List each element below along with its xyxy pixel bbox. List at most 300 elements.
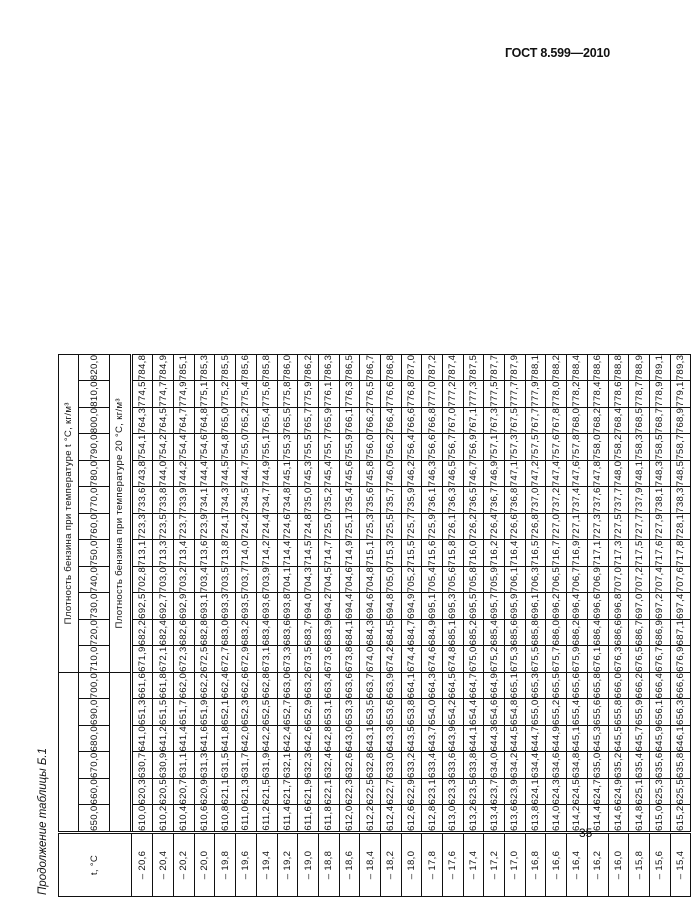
density-cell: 765,9 — [318, 407, 339, 434]
density-cell: 787,5 — [463, 354, 484, 381]
density-cell: 651,5 — [153, 699, 174, 726]
density-cell: 788,1 — [525, 354, 546, 381]
density-cell: 621,5 — [256, 778, 277, 805]
density-cell: 754,1 — [131, 434, 153, 461]
temperature-cell: – 17,8 — [422, 833, 443, 897]
density-cell: 613,2 — [463, 805, 484, 833]
density-cell: 754,6 — [194, 434, 215, 461]
density-cell: 672,5 — [194, 646, 215, 673]
density-cell: 641,6 — [194, 725, 215, 752]
table-row — [525, 354, 546, 896]
density-cell: 663,0 — [277, 672, 298, 699]
density-cell: 621,7 — [277, 778, 298, 805]
density-cell: 754,4 — [174, 434, 195, 461]
density-cell: 695,7 — [484, 593, 505, 620]
density-cell: 758,2 — [608, 434, 629, 461]
density-cell: 715,3 — [380, 540, 401, 567]
density-cell: 683,7 — [298, 619, 319, 646]
density-cell: 706,9 — [587, 566, 608, 593]
density-column-header: 660,0 — [79, 778, 110, 805]
density-cell: 757,6 — [546, 434, 567, 461]
density-cell: 728,1 — [670, 513, 691, 540]
density-cell: 686,9 — [649, 619, 670, 646]
density-cell: 632,4 — [318, 752, 339, 779]
density-cell: 694,9 — [401, 593, 422, 620]
density-cell: 775,9 — [298, 381, 319, 408]
density-cell: 684,7 — [401, 619, 422, 646]
density-cell: 714,2 — [256, 540, 277, 567]
density-cell: 744,0 — [153, 460, 174, 487]
density-cell: 726,4 — [484, 513, 505, 540]
density-cell: 714,5 — [298, 540, 319, 567]
density-cell: 656,1 — [649, 699, 670, 726]
density-cell: 747,4 — [546, 460, 567, 487]
density-cell: 683,2 — [236, 619, 257, 646]
density-cell: 674,8 — [443, 646, 464, 673]
table-row — [463, 354, 484, 896]
temperature-cell: – 18,8 — [318, 833, 339, 897]
density-cell: 625,3 — [649, 778, 670, 805]
density-cell: 745,6 — [339, 460, 360, 487]
density-cell: 715,6 — [422, 540, 443, 567]
density-cell: 673,6 — [318, 646, 339, 673]
table-row — [153, 354, 174, 896]
density-cell: 768,9 — [670, 407, 691, 434]
density-cell: 765,5 — [277, 407, 298, 434]
density-cell: 674,0 — [360, 646, 381, 673]
density-cell: 744,2 — [174, 460, 195, 487]
density-cell: 624,5 — [567, 778, 588, 805]
density-cell: 755,5 — [298, 434, 319, 461]
density-cell: 713,4 — [174, 540, 195, 567]
density-cell: 653,5 — [360, 699, 381, 726]
density-cell: 673,3 — [277, 646, 298, 673]
density-cell: 714,4 — [277, 540, 298, 567]
density-cell: 768,4 — [608, 407, 629, 434]
density-cell: 778,0 — [546, 381, 567, 408]
density-cell: 641,2 — [153, 725, 174, 752]
density-column-header: 700,0 — [79, 672, 110, 699]
density-cell: 747,1 — [505, 460, 526, 487]
density-cell: 776,8 — [401, 381, 422, 408]
density-cell: 746,3 — [422, 460, 443, 487]
density-cell: 736,8 — [505, 487, 526, 514]
density-cell: 682,8 — [194, 619, 215, 646]
density-cell: 663,2 — [298, 672, 319, 699]
density-cell: 727,7 — [629, 513, 650, 540]
density-cell: 737,2 — [546, 487, 567, 514]
density-column-header: 780,0 — [79, 460, 110, 487]
sub-header-density-at-20: Плотность бензина при температуре 20 °C, кг/м³ — [110, 354, 132, 672]
density-cell: 666,0 — [608, 672, 629, 699]
density-cell: 725,9 — [422, 513, 443, 540]
density-column-header: 680,0 — [79, 725, 110, 752]
density-cell: 610,4 — [174, 805, 195, 833]
density-cell: 666,2 — [629, 672, 650, 699]
temperature-cell: – 16,8 — [525, 833, 546, 897]
density-table — [58, 354, 691, 897]
density-cell: 785,6 — [236, 354, 257, 381]
temperature-cell: – 16,0 — [608, 833, 629, 897]
density-cell: 786,3 — [318, 354, 339, 381]
density-cell: 653,1 — [318, 699, 339, 726]
density-cell: 775,6 — [256, 381, 277, 408]
density-cell: 610,0 — [131, 805, 153, 833]
density-cell: 631,3 — [194, 752, 215, 779]
density-cell: 767,0 — [443, 407, 464, 434]
density-cell: 687,1 — [670, 619, 691, 646]
table-caption: Продолжение таблицы Б.1 — [37, 748, 49, 895]
density-cell: 676,3 — [608, 646, 629, 673]
density-cell: 671,9 — [131, 646, 153, 673]
density-cell: 734,8 — [277, 487, 298, 514]
density-cell: 665,1 — [505, 672, 526, 699]
density-cell: 746,9 — [484, 460, 505, 487]
density-cell: 686,2 — [567, 619, 588, 646]
density-cell: 663,4 — [318, 672, 339, 699]
density-cell: 705,6 — [443, 566, 464, 593]
density-cell: 675,0 — [463, 646, 484, 673]
density-cell: 714,0 — [236, 540, 257, 567]
density-cell: 746,2 — [401, 460, 422, 487]
density-cell: 675,3 — [505, 646, 526, 673]
density-cell: 652,5 — [256, 699, 277, 726]
density-cell: 744,5 — [215, 460, 236, 487]
density-cell: 758,0 — [587, 434, 608, 461]
density-cell: 764,3 — [131, 407, 153, 434]
density-cell: 775,4 — [236, 381, 257, 408]
density-cell: 725,0 — [318, 513, 339, 540]
density-cell: 693,6 — [256, 593, 277, 620]
density-cell: 642,6 — [298, 725, 319, 752]
density-cell: 784,8 — [131, 354, 153, 381]
density-cell: 651,9 — [194, 699, 215, 726]
density-cell: 748,0 — [608, 460, 629, 487]
temperature-cell: – 19,8 — [215, 833, 236, 897]
density-cell: 775,8 — [277, 381, 298, 408]
density-cell: 612,2 — [360, 805, 381, 833]
density-cell: 621,3 — [236, 778, 257, 805]
density-cell: 696,6 — [587, 593, 608, 620]
density-cell: 777,7 — [505, 381, 526, 408]
density-cell: 693,3 — [215, 593, 236, 620]
density-cell: 705,4 — [422, 566, 443, 593]
density-cell: 686,4 — [587, 619, 608, 646]
density-cell: 733,6 — [131, 487, 153, 514]
density-cell: 768,0 — [567, 407, 588, 434]
density-cell: 694,4 — [339, 593, 360, 620]
density-cell: 695,1 — [422, 593, 443, 620]
density-cell: 724,2 — [236, 513, 257, 540]
density-cell: 737,7 — [608, 487, 629, 514]
density-cell: 715,1 — [360, 540, 381, 567]
density-cell: 642,4 — [277, 725, 298, 752]
density-cell: 714,9 — [339, 540, 360, 567]
density-column-header: 690,0 — [79, 699, 110, 726]
density-cell: 747,6 — [567, 460, 588, 487]
density-cell: 645,5 — [608, 725, 629, 752]
density-cell: 697,2 — [649, 593, 670, 620]
density-cell: 776,1 — [318, 381, 339, 408]
density-cell: 654,4 — [463, 699, 484, 726]
density-cell: 723,5 — [153, 513, 174, 540]
density-cell: 787,9 — [505, 354, 526, 381]
density-cell: 624,3 — [546, 778, 567, 805]
density-column-header: 670,0 — [79, 752, 110, 779]
density-cell: 642,2 — [256, 725, 277, 752]
temperature-cell: – 17,6 — [443, 833, 464, 897]
density-cell: 704,8 — [360, 566, 381, 593]
density-cell: 776,3 — [339, 381, 360, 408]
density-cell: 715,8 — [443, 540, 464, 567]
density-cell: 685,2 — [463, 619, 484, 646]
density-cell: 631,7 — [236, 752, 257, 779]
density-cell: 734,3 — [215, 487, 236, 514]
density-cell: 755,9 — [339, 434, 360, 461]
density-cell: 736,7 — [484, 487, 505, 514]
density-cell: 746,0 — [380, 460, 401, 487]
density-cell: 765,2 — [236, 407, 257, 434]
density-cell: 661,8 — [153, 672, 174, 699]
density-cell: 664,3 — [422, 672, 443, 699]
density-cell: 620,5 — [153, 778, 174, 805]
table-row — [339, 354, 360, 896]
density-cell: 775,1 — [194, 381, 215, 408]
density-cell: 666,6 — [670, 672, 691, 699]
density-column-header: 770,0 — [79, 487, 110, 514]
density-cell: 696,1 — [525, 593, 546, 620]
density-cell: 704,6 — [339, 566, 360, 593]
table-row — [608, 354, 629, 896]
density-cell: 623,3 — [443, 778, 464, 805]
density-cell: 643,0 — [339, 725, 360, 752]
temperature-cell: – 20,4 — [153, 833, 174, 897]
density-cell: 755,3 — [277, 434, 298, 461]
density-cell: 662,0 — [174, 672, 195, 699]
density-column-header: 820,0 — [79, 354, 110, 381]
density-cell: 655,4 — [567, 699, 588, 726]
density-cell: 716,2 — [484, 540, 505, 567]
density-cell: 672,3 — [174, 646, 195, 673]
density-cell: 704,3 — [298, 566, 319, 593]
density-cell: 766,1 — [339, 407, 360, 434]
density-cell: 717,8 — [670, 540, 691, 567]
table-row — [443, 354, 464, 896]
density-cell: 703,2 — [174, 566, 195, 593]
density-cell: 786,0 — [277, 354, 298, 381]
table-row — [298, 354, 319, 896]
density-cell: 645,1 — [567, 725, 588, 752]
density-cell: 620,9 — [194, 778, 215, 805]
density-cell: 748,3 — [649, 460, 670, 487]
density-cell: 664,9 — [484, 672, 505, 699]
density-cell: 778,4 — [587, 381, 608, 408]
density-cell: 714,7 — [318, 540, 339, 567]
density-cell: 727,0 — [546, 513, 567, 540]
density-cell: 785,8 — [256, 354, 277, 381]
density-cell: 611,0 — [236, 805, 257, 833]
density-cell: 744,7 — [236, 460, 257, 487]
density-cell: 768,2 — [587, 407, 608, 434]
density-cell: 633,2 — [401, 752, 422, 779]
density-cell: 754,2 — [153, 434, 174, 461]
density-cell: 611,4 — [277, 805, 298, 833]
density-cell: 643,1 — [360, 725, 381, 752]
density-cell: 624,9 — [608, 778, 629, 805]
density-cell: 643,5 — [401, 725, 422, 752]
density-cell: 735,2 — [318, 487, 339, 514]
density-cell: 692,7 — [153, 593, 174, 620]
density-cell: 734,7 — [256, 487, 277, 514]
density-cell: 663,6 — [339, 672, 360, 699]
density-cell: 788,6 — [587, 354, 608, 381]
density-cell: 757,3 — [505, 434, 526, 461]
density-cell: 767,7 — [525, 407, 546, 434]
density-cell: 683,0 — [215, 619, 236, 646]
density-cell: 662,2 — [194, 672, 215, 699]
density-cell: 707,2 — [629, 566, 650, 593]
density-cell: 787,4 — [443, 354, 464, 381]
density-cell: 683,6 — [277, 619, 298, 646]
density-cell: 725,3 — [360, 513, 381, 540]
density-column-header: 740,0 — [79, 566, 110, 593]
density-cell: 693,5 — [236, 593, 257, 620]
density-cell: 724,4 — [256, 513, 277, 540]
density-cell: 631,5 — [215, 752, 236, 779]
table-row — [380, 354, 401, 896]
density-cell: 767,1 — [463, 407, 484, 434]
density-cell: 614,8 — [629, 805, 650, 833]
density-cell: 664,5 — [443, 672, 464, 699]
density-cell: 635,6 — [649, 752, 670, 779]
density-cell: 736,3 — [443, 487, 464, 514]
density-cell: 787,7 — [484, 354, 505, 381]
density-cell: 755,1 — [256, 434, 277, 461]
density-cell: 686,6 — [608, 619, 629, 646]
density-cell: 665,8 — [587, 672, 608, 699]
density-cell: 651,3 — [131, 699, 153, 726]
density-cell: 643,3 — [380, 725, 401, 752]
table-row — [649, 354, 670, 896]
density-cell: 662,6 — [236, 672, 257, 699]
density-cell: 623,7 — [484, 778, 505, 805]
density-cell: 725,5 — [380, 513, 401, 540]
density-cell: 641,0 — [131, 725, 153, 752]
density-cell: 767,8 — [546, 407, 567, 434]
density-cell: 651,7 — [174, 699, 195, 726]
density-cell: 685,6 — [505, 619, 526, 646]
density-cell: 654,6 — [484, 699, 505, 726]
density-column-header: 810,0 — [79, 381, 110, 408]
density-cell: 776,5 — [360, 381, 381, 408]
density-cell: 713,8 — [215, 540, 236, 567]
density-cell: 726,8 — [525, 513, 546, 540]
density-cell: 652,7 — [277, 699, 298, 726]
density-cell: 758,5 — [649, 434, 670, 461]
temperature-cell: – 18,0 — [401, 833, 422, 897]
density-cell: 785,3 — [194, 354, 215, 381]
density-cell: 631,1 — [174, 752, 195, 779]
density-cell: 777,3 — [463, 381, 484, 408]
density-cell: 736,5 — [463, 487, 484, 514]
density-cell: 641,8 — [215, 725, 236, 752]
density-cell: 703,7 — [236, 566, 257, 593]
density-cell: 623,1 — [422, 778, 443, 805]
density-cell: 625,1 — [629, 778, 650, 805]
density-cell: 744,4 — [194, 460, 215, 487]
density-cell: 787,2 — [422, 354, 443, 381]
density-cell: 695,5 — [463, 593, 484, 620]
density-cell: 633,6 — [443, 752, 464, 779]
density-cell: 737,6 — [587, 487, 608, 514]
density-cell: 775,2 — [215, 381, 236, 408]
density-cell: 613,8 — [525, 805, 546, 833]
density-cell: 777,2 — [443, 381, 464, 408]
density-cell: 716,9 — [567, 540, 588, 567]
density-cell: 666,4 — [649, 672, 670, 699]
density-column-header: 800,0 — [79, 407, 110, 434]
density-cell: 757,8 — [567, 434, 588, 461]
density-cell: 737,0 — [525, 487, 546, 514]
density-cell: 705,9 — [484, 566, 505, 593]
density-cell: 776,6 — [380, 381, 401, 408]
density-cell: 620,3 — [131, 778, 153, 805]
density-cell: 787,0 — [401, 354, 422, 381]
density-cell: 765,4 — [256, 407, 277, 434]
density-cell: 663,9 — [380, 672, 401, 699]
density-cell: 715,5 — [401, 540, 422, 567]
density-cell: 685,8 — [525, 619, 546, 646]
density-cell: 684,5 — [380, 619, 401, 646]
density-cell: 738,1 — [649, 487, 670, 514]
density-cell: 644,3 — [484, 725, 505, 752]
density-cell: 673,1 — [256, 646, 277, 673]
density-cell: 717,6 — [649, 540, 670, 567]
density-cell: 735,4 — [339, 487, 360, 514]
table-row — [174, 354, 195, 896]
density-cell: 713,3 — [153, 540, 174, 567]
density-cell: 756,9 — [463, 434, 484, 461]
density-cell: 735,0 — [298, 487, 319, 514]
density-cell: 610,6 — [194, 805, 215, 833]
temperature-cell: – 19,4 — [256, 833, 277, 897]
density-cell: 654,8 — [505, 699, 526, 726]
density-cell: 694,2 — [318, 593, 339, 620]
table-row — [318, 354, 339, 896]
table-row — [484, 354, 505, 896]
density-cell: 622,3 — [339, 778, 360, 805]
density-cell: 652,9 — [298, 699, 319, 726]
density-cell: 755,7 — [318, 434, 339, 461]
density-cell: 672,9 — [236, 646, 257, 673]
density-cell: 724,8 — [298, 513, 319, 540]
density-cell: 655,2 — [546, 699, 567, 726]
density-cell: 644,9 — [546, 725, 567, 752]
density-cell: 725,7 — [401, 513, 422, 540]
density-cell: 632,8 — [360, 752, 381, 779]
density-cell: 633,0 — [380, 752, 401, 779]
temperature-cell: – 19,6 — [236, 833, 257, 897]
density-cell: 695,3 — [443, 593, 464, 620]
density-cell: 756,2 — [380, 434, 401, 461]
density-cell: 684,9 — [422, 619, 443, 646]
density-cell: 703,0 — [153, 566, 174, 593]
density-cell: 726,2 — [463, 513, 484, 540]
density-cell: 705,8 — [463, 566, 484, 593]
density-cell: 726,1 — [443, 513, 464, 540]
density-cell: 682,6 — [174, 619, 195, 646]
density-cell: 766,2 — [360, 407, 381, 434]
